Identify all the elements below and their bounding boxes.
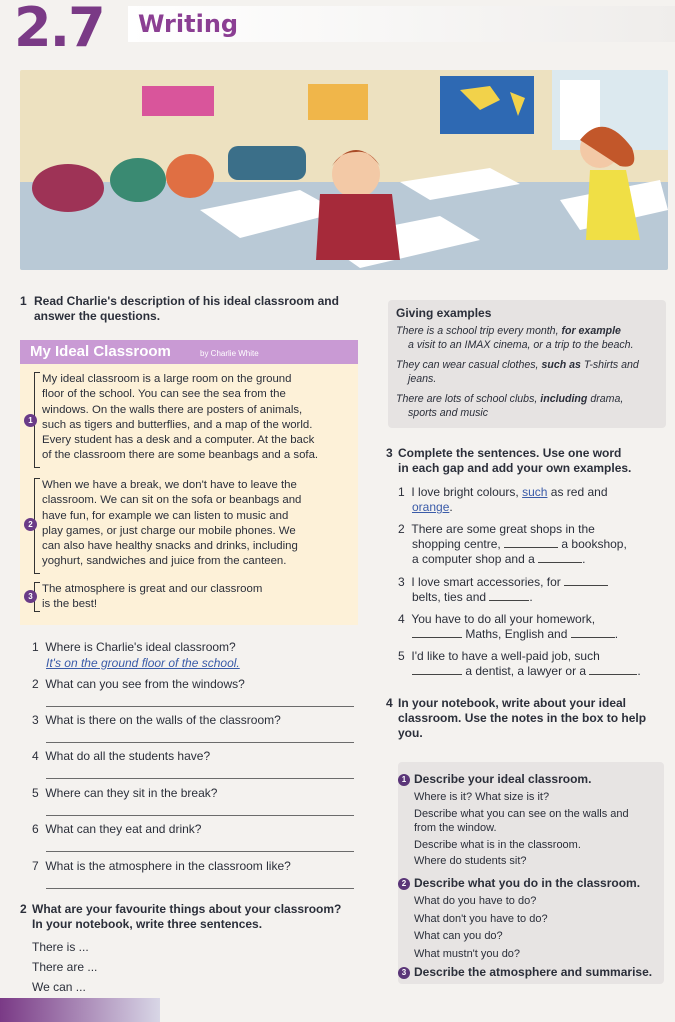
- question-2: 2 What can you see from the windows?: [32, 677, 245, 691]
- page-title: Writing: [138, 10, 239, 38]
- question-4: 4 What do all the students have?: [32, 749, 211, 763]
- paragraph-marker-2: 2: [24, 518, 37, 531]
- sofa: [228, 146, 306, 180]
- notes-section-2-title: 2 Describe what you do in the classroom.: [398, 876, 640, 891]
- butterfly-poster: [142, 86, 214, 116]
- footer-bar: [0, 998, 160, 1022]
- essay-paragraph-3: The atmosphere is great and our classroom is the best!: [42, 583, 263, 611]
- answer-line-5[interactable]: [46, 815, 354, 816]
- exercise-1-instruction: Read Charlie's description of his ideal classroom and answer the questions.: [34, 294, 339, 323]
- prompt-we-can: We can ...: [32, 980, 86, 994]
- answer-line-3[interactable]: [46, 742, 354, 743]
- example-1: There is a school trip every month, for example a visit to an IMAX cinema, or a trip to the beach.: [396, 325, 634, 351]
- ex3-item-4: 4 You have to do all your homework, Maths, English and .: [398, 612, 619, 641]
- classroom-illustration: [20, 70, 668, 270]
- notes-section-2-items: What do you have to do? What don't you have to do? What can you do? What mustn't you do?: [414, 895, 548, 960]
- exercise-1-number: 1: [20, 294, 27, 308]
- essay-paragraph-1: My ideal classroom is a large room on the ground floor of the school. You can see the sea from the windows. On the walls there are posters of animals, such as tigers and butterflies, and a map of the world. Every student has a desk and a computer. At the back of the classroom there are some beanbags and a sofa.: [42, 373, 319, 462]
- exercise-2-number: 2: [20, 902, 27, 916]
- question-6: 6 What can they eat and drink?: [32, 822, 202, 836]
- giving-examples-title: Giving examples: [396, 306, 492, 320]
- exercise-3-instruction: Complete the sentences. Use one word in each gap and add your own examples.: [398, 446, 632, 475]
- ex3-item-5: 5 I'd like to have a well-paid job, such a dentist, a lawyer or a .: [398, 649, 641, 678]
- question-5: 5 Where can they sit in the break?: [32, 786, 218, 800]
- example-2: They can wear casual clothes, such as T-shirts and jeans.: [396, 359, 639, 385]
- essay-paragraph-2: When we have a break, we don't have to leave the classroom. We can sit on the sofa or beanbags and have fun, for example we can listen to music and play games, or just charge our mobile phones. We can also have healthy snacks and drinks, including yoghurt, sandwiches and juice from the canteen.: [42, 479, 302, 568]
- example-3: There are lots of school clubs, including drama, sports and music: [396, 393, 624, 419]
- charlie-figure: [332, 150, 380, 198]
- tiger-poster: [308, 84, 368, 120]
- paragraph-marker-3: 3: [24, 590, 37, 603]
- answer-line-2[interactable]: [46, 706, 354, 707]
- exercise-4-instruction: In your notebook, write about your ideal classroom. Use the notes in the box to help you.: [398, 696, 647, 740]
- notes-section-3-title: 3 Describe the atmosphere and summarise.: [398, 965, 652, 980]
- question-3: 3 What is there on the walls of the classroom?: [32, 713, 281, 727]
- prompt-there-are: There are ...: [32, 960, 98, 974]
- exercise-3-number: 3: [386, 446, 393, 460]
- question-7: 7 What is the atmosphere in the classroom like?: [32, 859, 291, 873]
- ex3-item-2: 2 There are some great shops in the shopping centre, a bookshop, a computer shop and a .: [398, 522, 627, 566]
- exercise-2-instruction: What are your favourite things about your classroom? In your notebook, write three sentences.: [32, 902, 342, 931]
- notes-section-1-items: Where is it? What size is it? Describe what you can see on the walls and from the window. Describe what is in the classroom. Where do students sit?: [414, 791, 629, 867]
- unit-number: 2.7: [14, 0, 104, 59]
- answer-line-4[interactable]: [46, 778, 354, 779]
- beanbag: [32, 164, 104, 212]
- answer-line-7[interactable]: [46, 888, 354, 889]
- question-1: 1 Where is Charlie's ideal classroom?: [32, 640, 236, 654]
- exercise-4-number: 4: [386, 696, 393, 710]
- answer-1: It's on the ground floor of the school.: [46, 656, 240, 670]
- ex3-item-3: 3 I love smart accessories, for belts, ties and .: [398, 575, 668, 605]
- paragraph-marker-1: 1: [24, 414, 37, 427]
- answer-line-6[interactable]: [46, 851, 354, 852]
- prompt-there-is: There is ...: [32, 940, 89, 954]
- ex3-item-1: 1 I love bright colours, such as red and orange.: [398, 485, 608, 514]
- essay-byline: by Charlie White: [200, 349, 259, 358]
- notes-section-1-title: 1 Describe your ideal classroom.: [398, 772, 591, 787]
- essay-title: My Ideal Classroom: [30, 343, 171, 360]
